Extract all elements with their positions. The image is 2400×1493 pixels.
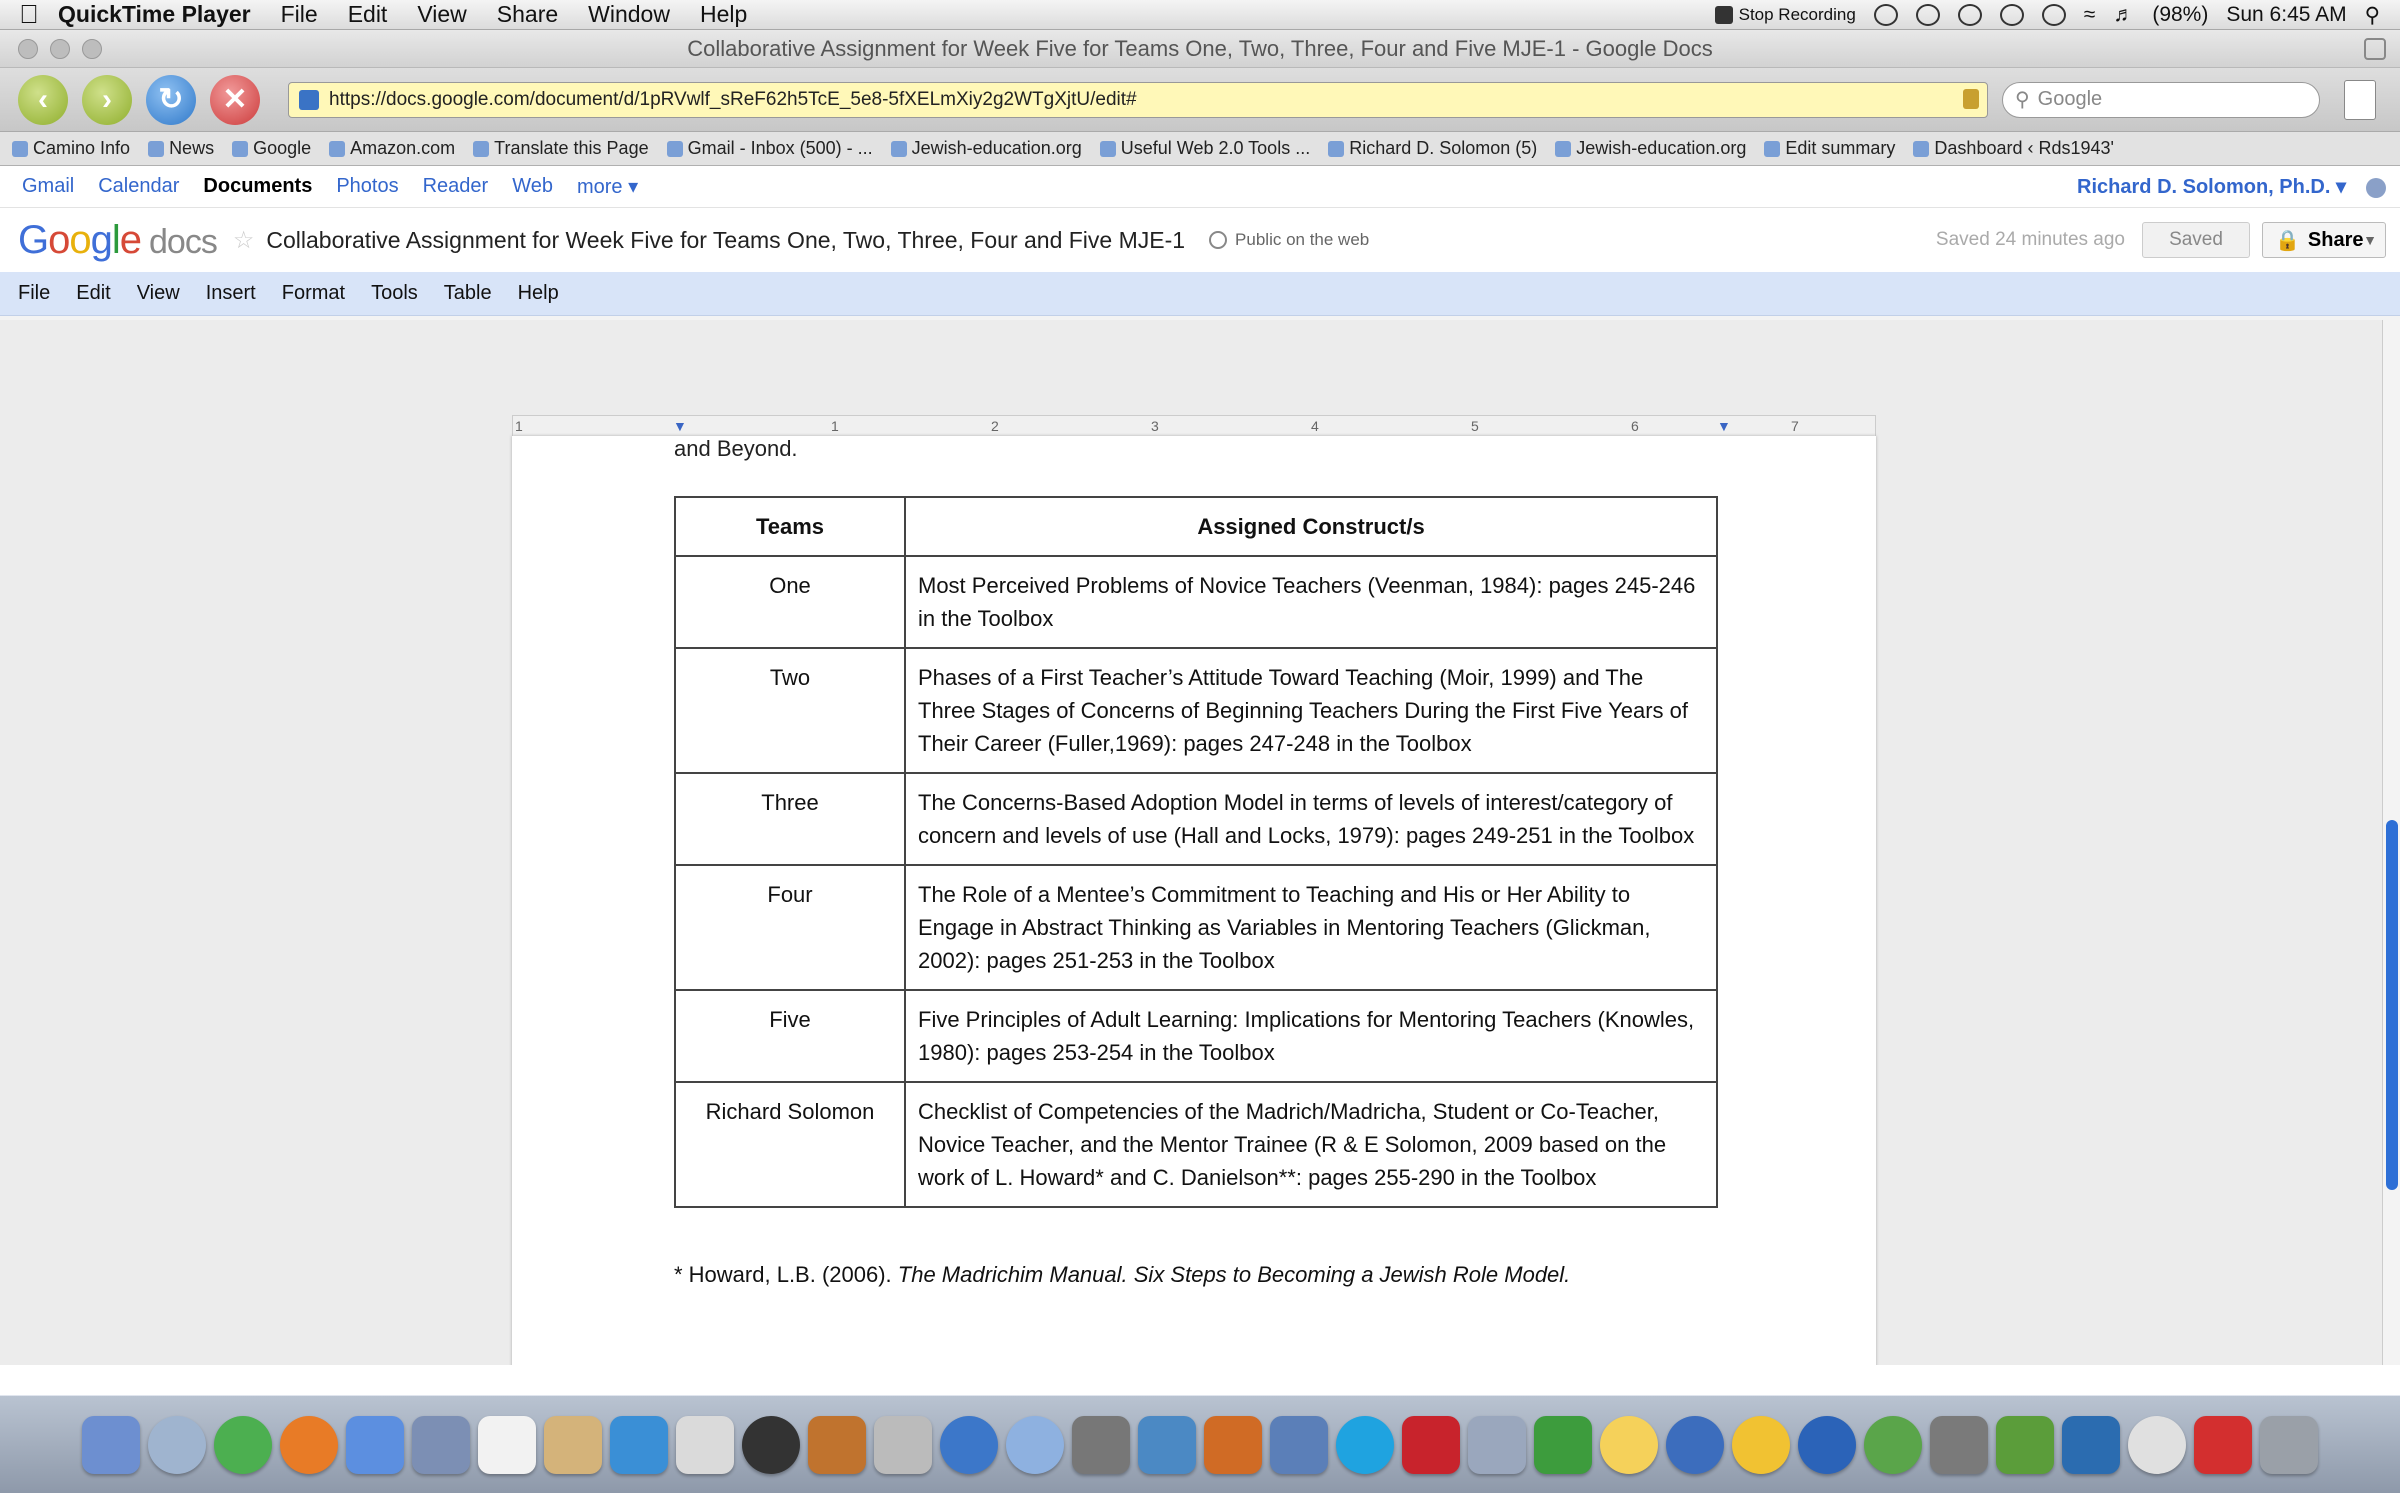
column-header-constructs[interactable]: Assigned Construct/s [905,497,1717,556]
finder-icon[interactable] [82,1416,140,1474]
gear-icon[interactable] [2366,178,2386,198]
share-button[interactable]: 🔒 Share ▼ [2262,222,2386,258]
bookmark-item[interactable]: Gmail - Inbox (500) - ... [667,138,873,159]
chrome-icon[interactable] [214,1416,272,1474]
team-cell[interactable]: Four [675,865,905,990]
table-row [675,773,1717,865]
search-placeholder: Google [2037,88,2103,110]
clock-app-icon[interactable] [742,1416,800,1474]
bookmark-item[interactable]: Amazon.com [329,138,455,159]
google-bar [0,166,2400,208]
blip-tv-icon[interactable] [2062,1416,2120,1474]
calendar-icon[interactable] [478,1416,536,1474]
gbar-more[interactable]: more ▾ [576,176,639,198]
favicon-icon [299,90,319,110]
q-app-icon[interactable] [1666,1416,1724,1474]
bookmark-icon [148,141,164,157]
forward-button[interactable]: › [82,75,132,125]
doc-menu-help[interactable]: Help [517,282,559,304]
vertical-scrollbar[interactable] [2382,320,2400,1365]
close-window-button[interactable] [18,39,38,59]
construct-cell[interactable]: The Role of a Mentee’s Commitment to Teaching and His or Her Ability to Engage in Abstract Thinking as Variables in Mentoring Teachers (Glickman, 2002): pages 251-253 in the Toolbox [905,865,1717,990]
clock[interactable]: Sun 6:45 AM [2226,3,2347,26]
preview-icon[interactable] [412,1416,470,1474]
twitter-icon [1555,141,1571,157]
printer-icon[interactable] [1930,1416,1988,1474]
footnote: * Howard, L.B. (2006). The Madrichim Manual. Six Steps to Becoming a Jewish Role Model. [674,1262,1571,1287]
chrome-canary-icon[interactable] [2128,1416,2186,1474]
table-row [675,865,1717,990]
menu-view[interactable]: View [417,1,467,27]
doc-menu-format[interactable]: Format [281,282,346,304]
right-indent-marker-icon[interactable]: ▼ [1717,418,1731,434]
construct-cell[interactable]: The Concerns-Based Adoption Model in terms of levels of interest/category of concern and levels of use (Hall and Locks, 1979): pages 249-251 in the Toolbox [905,773,1717,865]
camino-icon[interactable] [346,1416,404,1474]
textedit-icon[interactable] [676,1416,734,1474]
column-header-teams[interactable]: Teams [675,497,905,556]
bookmark-pin-button[interactable] [2344,80,2376,120]
scrollbar-thumb[interactable] [2386,820,2398,1190]
construct-cell[interactable]: Five Principles of Adult Learning: Implications for Mentoring Teachers (Knowles, 1980): pages 253-254 in the Toolbox [905,990,1717,1082]
bookmark-item[interactable]: Edit summary [1764,138,1895,159]
sync-tray-icon[interactable] [1958,4,1982,26]
folder-icon[interactable] [1270,1416,1328,1474]
bookmark-item[interactable]: Richard D. Solomon (5) [1328,138,1537,159]
itunes-icon[interactable] [940,1416,998,1474]
bookmark-item[interactable]: Google [232,138,311,159]
team-cell[interactable]: Five [675,990,905,1082]
team-cell[interactable]: Three [675,773,905,865]
smiley-app-icon[interactable] [1600,1416,1658,1474]
table-row [675,648,1717,773]
lock-icon: 🔒 [2275,229,2300,252]
trash-icon[interactable] [2260,1416,2318,1474]
bookmark-item[interactable]: Camino Info [12,138,130,159]
construct-cell[interactable]: Phases of a First Teacher’s Attitude Toward Teaching (Moir, 1999) and The Three Stages of Concerns of Beginning Teachers During the First Five Years of Their Career (Fuller,1969): pages 247-248 in the Toolbox [905,648,1717,773]
bookmark-icon [891,141,907,157]
google-icon [232,141,248,157]
star-icon[interactable]: ☆ [232,226,255,254]
menu-file[interactable]: File [280,1,318,27]
footnote-title: The Madrichim Manual. Six Steps to Becoming a Jewish Role Model. [897,1262,1571,1287]
gbar-calendar[interactable]: Calendar [98,175,180,197]
window-controls [0,39,102,59]
evernote-icon[interactable] [1864,1416,1922,1474]
construct-cell[interactable]: Most Perceived Problems of Novice Teachers (Veenman, 1984): pages 245-246 in the Toolbox [905,556,1717,648]
paragraph-text: and Beyond. [674,436,798,461]
bookmark-icon [1913,141,1929,157]
wifi-icon[interactable]: ≈ [2083,3,2096,26]
menu-share[interactable]: Share [496,1,559,27]
app-menu[interactable]: QuickTime Player [58,1,251,27]
system-prefs-icon[interactable] [1072,1416,1130,1474]
plant-app-icon[interactable] [1534,1416,1592,1474]
document-area [0,320,2400,1365]
bookmark-item[interactable]: Translate this Page [473,138,648,159]
url-field[interactable] [288,82,1988,118]
doc-menu [0,272,2400,316]
document-page[interactable] [512,436,1876,1365]
safari-icon[interactable] [148,1416,206,1474]
stop-icon [1715,6,1733,24]
bookmark-item[interactable]: Useful Web 2.0 Tools ... [1100,138,1310,159]
notes-icon[interactable] [544,1416,602,1474]
iphoto-icon[interactable] [808,1416,866,1474]
bookmark-item[interactable]: Jewish-education.org [1555,138,1746,159]
team-cell[interactable]: One [675,556,905,648]
saved-button[interactable]: Saved [2142,222,2250,258]
volume-icon[interactable]: ♬ [2113,3,2135,26]
apple-icon[interactable] [0,0,58,30]
bookmark-icon [12,141,28,157]
time-machine-icon[interactable] [2000,4,2024,26]
url-text: https://docs.google.com/document/d/1pRVwlf_sReF62h5TcE_5e8-5fXELmXiy2g2WTgXjtU/edit# [329,88,1137,110]
bookmark-item[interactable]: Jewish-education.org [891,138,1082,159]
battery-status[interactable]: (98%) [2152,3,2209,26]
photo-app-icon[interactable] [1468,1416,1526,1474]
search-input[interactable] [2002,82,2320,118]
mac-dock [0,1395,2400,1493]
bookmark-icon [329,141,345,157]
doc-menu-tools[interactable]: Tools [371,282,418,304]
user-account-menu[interactable]: Richard D. Solomon, Ph.D. ▾ [2077,176,2346,198]
menubar-tray [1715,0,2400,30]
v-app-icon[interactable] [1732,1416,1790,1474]
chevron-down-icon[interactable]: ▼ [2363,232,2377,248]
team-cell[interactable]: Richard Solomon [675,1082,905,1207]
sharing-status[interactable]: Public on the web [1209,230,1369,250]
construct-cell[interactable]: Checklist of Competencies of the Madrich/Madricha, Student or Co-Teacher, Novice Teacher, and the Mentor Trainee (R & E Solomon, 2009 based on the work of L. Howard* and C. Danielson**: pages 255-290 in the Toolbox [905,1082,1717,1207]
team-cell[interactable]: Two [675,648,905,773]
mac-menubar [0,0,2400,30]
bookmarks-bar [0,132,2400,166]
gbar-web[interactable]: Web [512,175,553,197]
zoom-window-button[interactable] [82,39,102,59]
table-row [675,556,1717,648]
menu-window[interactable]: Window [588,1,670,27]
stop-recording-button[interactable]: Stop Recording [1715,5,1856,25]
menu-help[interactable]: Help [699,1,748,27]
acrobat-icon[interactable] [2194,1416,2252,1474]
bookmark-icon [1100,141,1116,157]
bluetooth-icon[interactable] [2042,4,2066,26]
bookmark-icon [1764,141,1780,157]
doc-title[interactable]: Collaborative Assignment for Week Five for Teams One, Two, Three, Four and Five MJE-1 [266,226,1186,253]
ichat-icon[interactable] [1006,1416,1064,1474]
bookmark-item[interactable]: News [148,138,214,159]
doc-menu-insert[interactable]: Insert [205,282,256,304]
network-icon[interactable] [1138,1416,1196,1474]
table-row [675,1082,1717,1207]
window-titlebar [0,30,2400,68]
globe-app-icon[interactable] [1798,1416,1856,1474]
spotlight-icon[interactable]: ⚲ [2364,3,2380,27]
doc-menu-view[interactable]: View [136,282,180,304]
firefox-icon[interactable] [280,1416,338,1474]
hand-app-icon[interactable] [1996,1416,2054,1474]
gbar-documents[interactable]: Documents [203,175,313,197]
doc-menu-file[interactable]: File [18,282,51,304]
document-icon[interactable] [874,1416,932,1474]
gbar-reader[interactable]: Reader [422,175,489,197]
toolbar-toggle-button[interactable] [2364,38,2386,60]
facebook-icon [1328,141,1344,157]
minimize-window-button[interactable] [50,39,70,59]
assignment-table [674,496,1718,1208]
window-title: Collaborative Assignment for Week Five for Teams One, Two, Three, Four and Five MJE-1 - Google Docs [687,35,1713,61]
back-button[interactable]: ‹ [18,75,68,125]
search-icon: ⚲ [2015,89,2030,111]
lock-icon[interactable] [1963,89,1979,109]
bookmark-item[interactable]: Dashboard ‹ Rds1943' [1913,138,2114,159]
reload-button[interactable]: ↻ [146,75,196,125]
stop-button[interactable]: ✕ [210,75,260,125]
indent-marker-icon[interactable]: ▼ [673,418,687,434]
powerpoint-icon[interactable] [1204,1416,1262,1474]
app-y-icon[interactable] [1402,1416,1460,1474]
save-status: Saved 24 minutes ago [1935,229,2125,250]
google-docs-logo[interactable]: Google docs [18,217,217,262]
gbar-gmail[interactable]: Gmail [22,175,75,197]
ruler[interactable]: 1 ▼ 1 2 3 4 5 6 ▼ 7 [512,415,1876,437]
skype-icon[interactable] [1336,1416,1394,1474]
word-icon[interactable] [610,1416,668,1474]
skype-tray-icon[interactable] [1874,4,1898,26]
globe-icon [1209,231,1227,249]
script-tray-icon[interactable] [1916,4,1940,26]
doc-menu-edit[interactable]: Edit [76,282,111,304]
doc-header [0,208,2400,272]
gbar-photos[interactable]: Photos [336,175,399,197]
gmail-icon [667,141,683,157]
table-header-row [675,497,1717,556]
bookmark-icon [473,141,489,157]
browser-navbar [0,68,2400,132]
menu-edit[interactable]: Edit [347,1,388,27]
doc-menu-table[interactable]: Table [443,282,492,304]
table-row [675,990,1717,1082]
